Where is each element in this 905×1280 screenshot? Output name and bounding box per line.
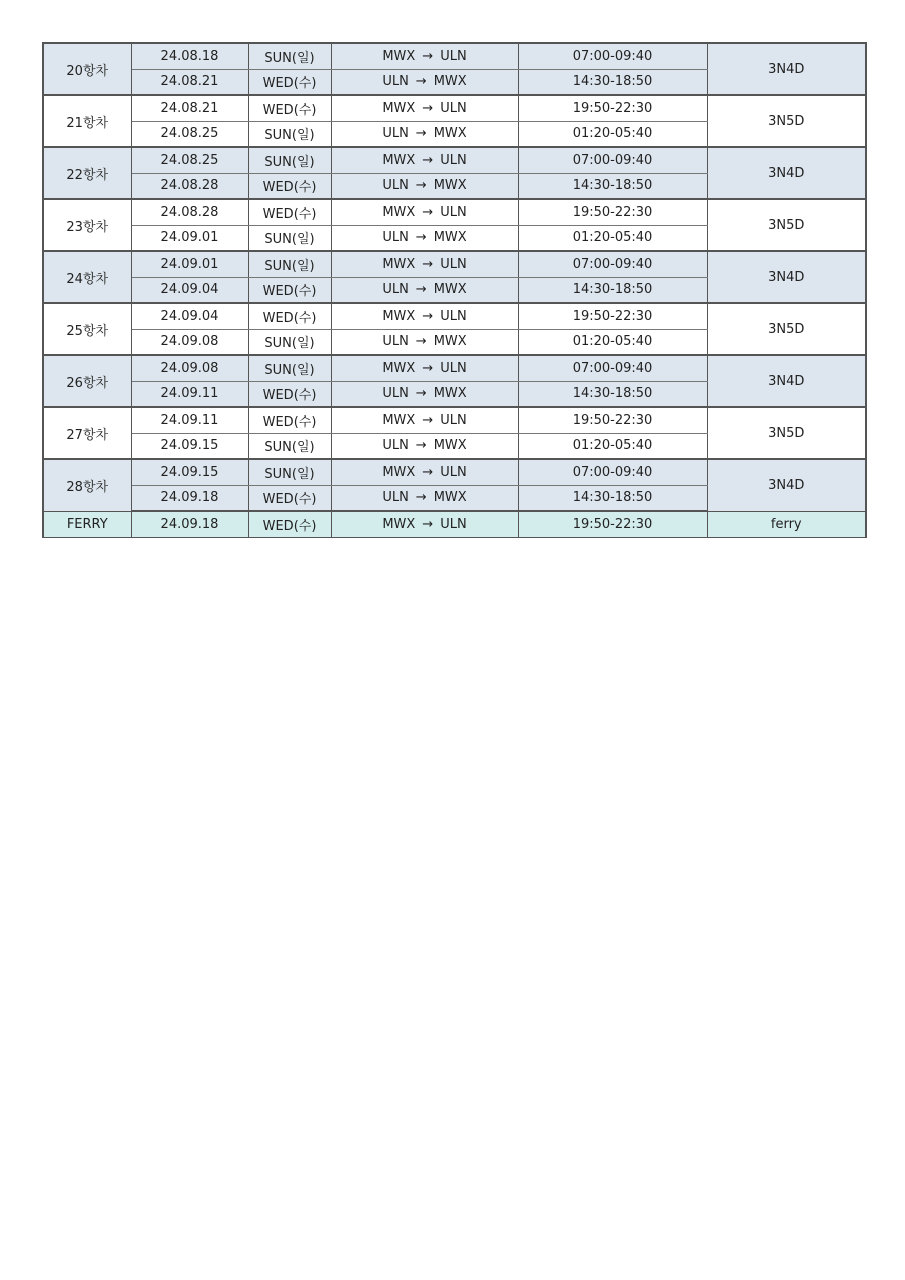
- origin-code: MWX: [382, 360, 416, 376]
- departure-date: 24.09.18: [131, 485, 248, 511]
- trip-duration: 3N5D: [707, 95, 866, 147]
- weekday: WED(수): [248, 511, 331, 537]
- departure-date: 24.09.01: [131, 225, 248, 251]
- weekday: SUN(일): [248, 225, 331, 251]
- trip-duration: 3N4D: [707, 251, 866, 303]
- destination-code: MWX: [433, 74, 467, 90]
- destination-code: MWX: [433, 386, 467, 402]
- trip-duration: 3N4D: [707, 147, 866, 199]
- route-cell: [331, 485, 518, 511]
- weekday: WED(수): [248, 277, 331, 303]
- arrow-right-icon: →: [422, 48, 434, 64]
- table-row: [43, 43, 866, 69]
- trip-duration: 3N5D: [707, 199, 866, 251]
- route-cell: [331, 277, 518, 303]
- voyage-name: 25항차: [43, 303, 131, 355]
- flight-time: 14:30-18:50: [518, 173, 707, 199]
- destination-code: ULN: [440, 256, 467, 272]
- weekday: SUN(일): [248, 329, 331, 355]
- destination-code: MWX: [433, 334, 467, 350]
- table-row: [43, 355, 866, 381]
- departure-date: 24.09.01: [131, 251, 248, 277]
- route-cell: [331, 95, 518, 121]
- destination-code: ULN: [440, 204, 467, 220]
- origin-code: MWX: [382, 516, 416, 532]
- weekday: SUN(일): [248, 43, 331, 69]
- departure-date: 24.08.25: [131, 147, 248, 173]
- route-cell: [331, 303, 518, 329]
- weekday: WED(수): [248, 381, 331, 407]
- departure-date: 24.09.08: [131, 355, 248, 381]
- origin-code: MWX: [382, 48, 416, 64]
- arrow-right-icon: →: [415, 230, 427, 246]
- route-cell: [331, 69, 518, 95]
- flight-time: 01:20-05:40: [518, 121, 707, 147]
- origin-code: MWX: [382, 412, 416, 428]
- origin-code: ULN: [382, 490, 409, 506]
- route-cell: [331, 43, 518, 69]
- departure-date: 24.09.15: [131, 459, 248, 485]
- trip-duration: 3N4D: [707, 459, 866, 511]
- destination-code: ULN: [440, 152, 467, 168]
- origin-code: MWX: [382, 152, 416, 168]
- flight-time: 01:20-05:40: [518, 225, 707, 251]
- flight-time: 07:00-09:40: [518, 459, 707, 485]
- origin-code: MWX: [382, 256, 416, 272]
- departure-date: 24.09.08: [131, 329, 248, 355]
- destination-code: ULN: [440, 48, 467, 64]
- route-cell: [331, 199, 518, 225]
- arrow-right-icon: →: [415, 126, 427, 142]
- origin-code: ULN: [382, 178, 409, 194]
- voyage-name: 23항차: [43, 199, 131, 251]
- arrow-right-icon: →: [415, 490, 427, 506]
- weekday: WED(수): [248, 303, 331, 329]
- destination-code: ULN: [440, 412, 467, 428]
- voyage-name: 21항차: [43, 95, 131, 147]
- route-cell: [331, 459, 518, 485]
- weekday: SUN(일): [248, 121, 331, 147]
- weekday: WED(수): [248, 485, 331, 511]
- destination-code: MWX: [433, 490, 467, 506]
- origin-code: MWX: [382, 204, 416, 220]
- weekday: SUN(일): [248, 433, 331, 459]
- flight-time: 01:20-05:40: [518, 433, 707, 459]
- origin-code: ULN: [382, 386, 409, 402]
- departure-date: 24.09.18: [131, 511, 248, 537]
- weekday: WED(수): [248, 173, 331, 199]
- destination-code: ULN: [440, 100, 467, 116]
- flight-time: 19:50-22:30: [518, 303, 707, 329]
- destination-code: ULN: [440, 360, 467, 376]
- table-row: [43, 251, 866, 277]
- voyage-name: 22항차: [43, 147, 131, 199]
- ferry-row: [43, 511, 866, 537]
- voyage-name: 27항차: [43, 407, 131, 459]
- origin-code: ULN: [382, 74, 409, 90]
- table-row: [43, 303, 866, 329]
- voyage-name: 28항차: [43, 459, 131, 511]
- flight-time: 19:50-22:30: [518, 511, 707, 537]
- flight-time: 19:50-22:30: [518, 407, 707, 433]
- destination-code: MWX: [433, 230, 467, 246]
- route-cell: [331, 355, 518, 381]
- voyage-name: 24항차: [43, 251, 131, 303]
- weekday: SUN(일): [248, 251, 331, 277]
- trip-duration: 3N4D: [707, 355, 866, 407]
- trip-duration: 3N5D: [707, 407, 866, 459]
- departure-date: 24.09.15: [131, 433, 248, 459]
- arrow-right-icon: →: [415, 334, 427, 350]
- arrow-right-icon: →: [422, 256, 434, 272]
- table-row: [43, 147, 866, 173]
- destination-code: ULN: [440, 308, 467, 324]
- destination-code: ULN: [440, 464, 467, 480]
- flight-time: 07:00-09:40: [518, 147, 707, 173]
- route-cell: [331, 121, 518, 147]
- route-cell: [331, 251, 518, 277]
- flight-time: 19:50-22:30: [518, 199, 707, 225]
- arrow-right-icon: →: [422, 152, 434, 168]
- destination-code: MWX: [433, 178, 467, 194]
- flight-time: 07:00-09:40: [518, 355, 707, 381]
- flight-time: 07:00-09:40: [518, 251, 707, 277]
- departure-date: 24.09.11: [131, 381, 248, 407]
- flight-time: 14:30-18:50: [518, 277, 707, 303]
- voyage-name: 26항차: [43, 355, 131, 407]
- origin-code: ULN: [382, 126, 409, 142]
- route-cell: [331, 407, 518, 433]
- flight-time: 14:30-18:50: [518, 69, 707, 95]
- departure-date: 24.09.04: [131, 277, 248, 303]
- weekday: WED(수): [248, 199, 331, 225]
- origin-code: ULN: [382, 334, 409, 350]
- destination-code: MWX: [433, 126, 467, 142]
- table-row: [43, 199, 866, 225]
- destination-code: MWX: [433, 438, 467, 454]
- flight-time: 19:50-22:30: [518, 95, 707, 121]
- weekday: WED(수): [248, 95, 331, 121]
- flight-time: 14:30-18:50: [518, 381, 707, 407]
- route-cell: [331, 381, 518, 407]
- departure-date: 24.08.21: [131, 69, 248, 95]
- departure-date: 24.08.28: [131, 199, 248, 225]
- schedule-body: [43, 43, 866, 537]
- departure-date: 24.09.04: [131, 303, 248, 329]
- arrow-right-icon: →: [415, 386, 427, 402]
- arrow-right-icon: →: [422, 308, 434, 324]
- route-cell: [331, 433, 518, 459]
- flight-time: 14:30-18:50: [518, 485, 707, 511]
- destination-code: ULN: [440, 516, 467, 532]
- route-cell: [331, 173, 518, 199]
- route-cell: [331, 147, 518, 173]
- arrow-right-icon: →: [415, 438, 427, 454]
- route-cell: [331, 329, 518, 355]
- route-cell: [331, 225, 518, 251]
- weekday: WED(수): [248, 69, 331, 95]
- arrow-right-icon: →: [422, 204, 434, 220]
- origin-code: ULN: [382, 282, 409, 298]
- arrow-right-icon: →: [422, 464, 434, 480]
- departure-date: 24.08.28: [131, 173, 248, 199]
- departure-date: 24.08.25: [131, 121, 248, 147]
- arrow-right-icon: →: [422, 516, 434, 532]
- departure-date: 24.09.11: [131, 407, 248, 433]
- arrow-right-icon: →: [422, 360, 434, 376]
- flight-time: 07:00-09:40: [518, 43, 707, 69]
- destination-code: MWX: [433, 282, 467, 298]
- flight-schedule-table: [42, 42, 867, 538]
- weekday: SUN(일): [248, 355, 331, 381]
- origin-code: MWX: [382, 308, 416, 324]
- departure-date: 24.08.18: [131, 43, 248, 69]
- origin-code: MWX: [382, 100, 416, 116]
- trip-duration: 3N5D: [707, 303, 866, 355]
- voyage-name: 20항차: [43, 43, 131, 95]
- arrow-right-icon: →: [415, 178, 427, 194]
- arrow-right-icon: →: [415, 282, 427, 298]
- weekday: WED(수): [248, 407, 331, 433]
- table-row: [43, 459, 866, 485]
- arrow-right-icon: →: [415, 74, 427, 90]
- trip-duration: 3N4D: [707, 43, 866, 95]
- table-row: [43, 95, 866, 121]
- weekday: SUN(일): [248, 459, 331, 485]
- trip-duration: ferry: [707, 511, 866, 537]
- arrow-right-icon: →: [422, 100, 434, 116]
- route-cell: [331, 511, 518, 537]
- weekday: SUN(일): [248, 147, 331, 173]
- table-row: [43, 407, 866, 433]
- origin-code: MWX: [382, 464, 416, 480]
- origin-code: ULN: [382, 230, 409, 246]
- origin-code: ULN: [382, 438, 409, 454]
- flight-time: 01:20-05:40: [518, 329, 707, 355]
- voyage-name: FERRY: [43, 511, 131, 537]
- arrow-right-icon: →: [422, 412, 434, 428]
- departure-date: 24.08.21: [131, 95, 248, 121]
